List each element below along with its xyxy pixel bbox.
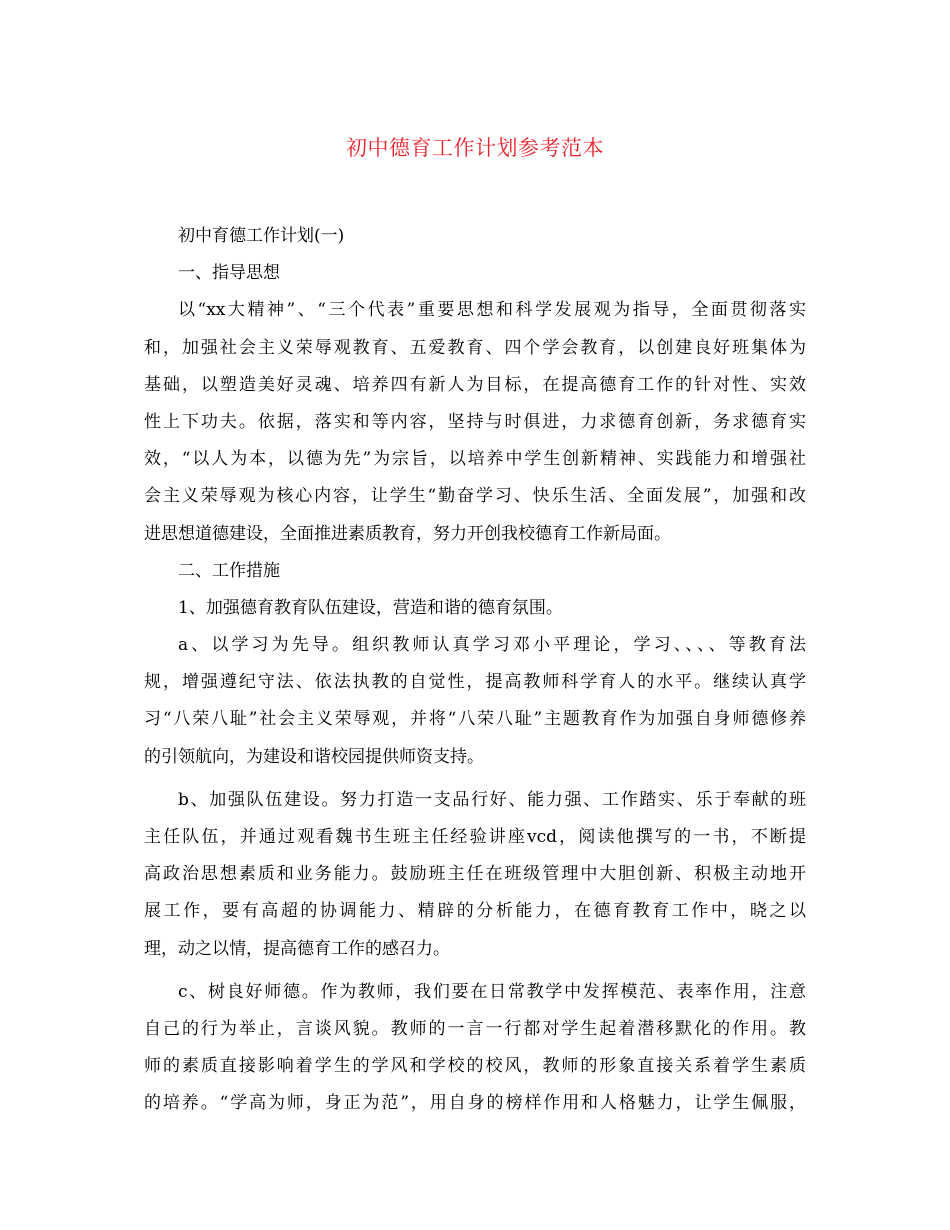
paragraph-line: 高政治思想素质和业务能力。鼓励班主任在班级管理中大胆创新、积极主动地开 [144,864,806,885]
paragraph-line: b、加强队伍建设。努力打造一支品行好、能力强、工作踏实、乐于奉献的班 [178,789,806,810]
paragraph-line: 进思想道德建设，全面推进素质教育，努力开创我校德育工作新局面。 [144,523,671,544]
document-body [144,218,806,1123]
paragraph-line: c、树良好师德。作为教师，我们要在日常教学中发挥模范、表率作用，注意 [178,981,806,1002]
paragraph-line: 性上下功夫。依据，落实和等内容，坚持与时俱进，力求德育创新，务求德育实 [144,411,806,432]
paragraph-line: 展工作，要有高超的协调能力、精辟的分析能力，在德育教育工作中，晓之以 [144,901,806,922]
paragraph-line: 自己的行为举止，言谈风貌。教师的一言一行都对学生起着潜移默化的作用。教 [144,1018,806,1039]
paragraph-line: 会主义荣辱观为核心内容，让学生“勤奋学习、快乐生活、全面发展”，加强和改 [144,486,806,507]
paragraph-line: 师的素质直接影响着学生的学风和学校的校风，教师的形象直接关系着学生素质 [144,1056,806,1077]
paragraph-line: 规，增强遵纪守法、依法执教的自觉性，提高教师科学育人的水平。继续认真学 [144,672,806,693]
paragraph-line: a、以学习为先导。组织教师认真学习邓小平理论，学习、、、、等教育法 [178,635,806,656]
paragraph-line: 以“xx大精神”、“三个代表”重要思想和科学发展观为指导，全面贯彻落实 [178,300,806,321]
subsection-heading: 一、指导思想 [178,263,280,284]
paragraph-line: 基础，以塑造美好灵魂、培养四有新人为目标，在提高德育工作的针对性、实效 [144,374,806,395]
subsection-heading: 二、工作措施 [178,560,280,581]
document-title: 初中德育工作计划参考范本 [346,136,604,160]
paragraph-line: 和，加强社会主义荣辱观教育、五爱教育、四个学会教育，以创建良好班集体为 [144,337,806,358]
paragraph-line: 效，“以人为本，以德为先”为宗旨，以培养中学生创新精神、实践能力和增强社 [144,449,806,470]
paragraph-line: 的引领航向，为建设和谐校园提供师资支持。 [144,746,484,767]
section-heading: 初中育德工作计划(一) [178,226,345,246]
paragraph-line: 的培养。“学高为师，身正为范”，用自身的榜样作用和人格魅力，让学生佩服， [144,1093,806,1114]
paragraph-line: 理，动之以情，提高德育工作的感召力。 [144,938,450,959]
paragraph-line: 习“八荣八耻”社会主义荣辱观，并将“八荣八耻”主题教育作为加强自身师德修养 [144,709,806,730]
list-item-heading: 1、加强德育教育队伍建设，营造和谐的德育氛围。 [178,597,563,618]
paragraph-line: 主任队伍，并通过观看魏书生班主任经验讲座vcd，阅读他撰写的一书，不断提 [144,827,806,847]
